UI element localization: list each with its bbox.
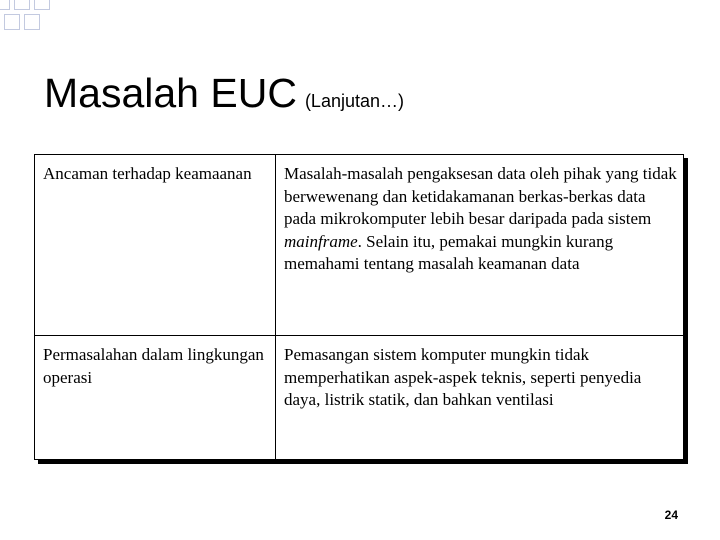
table-row [35, 155, 684, 336]
row-label: Ancaman terhadap keamaanan [43, 164, 252, 183]
decoration-square [34, 0, 50, 10]
decoration-square [4, 14, 20, 30]
row-label-cell [35, 336, 276, 460]
slide-title-block [44, 70, 404, 117]
page-number: 24 [664, 508, 678, 522]
row-description-italic: mainframe [284, 231, 358, 251]
table-row [35, 336, 684, 460]
row-description: Masalah-masalah pengaksesan data oleh pihak yang tidak berwewenang dan ketidakamanan berkas-berkas data pada mikrokomputer lebih besar daripada pada sistem [284, 164, 677, 228]
row-description-cell [276, 336, 684, 460]
decoration-square [24, 14, 40, 30]
decoration-square [14, 0, 30, 10]
row-label-cell [35, 155, 276, 336]
slide-subtitle: (Lanjutan…) [304, 91, 404, 111]
decoration-square [0, 0, 10, 10]
slide-title: Masalah EUC [44, 70, 297, 116]
row-description-cell [276, 155, 684, 336]
info-table [34, 154, 684, 460]
row-description: Pemasangan sistem komputer mungkin tidak memperhatikan aspek-aspek teknis, seperti penyedia daya, listrik statik, dan bahkan ventilasi [284, 345, 642, 409]
row-description-tail: . Selain itu, pemakai mungkin kurang memahami tentang masalah keamanan data [284, 231, 614, 273]
corner-decoration [0, 0, 48, 40]
row-label: Permasalahan dalam lingkungan operasi [43, 345, 264, 387]
